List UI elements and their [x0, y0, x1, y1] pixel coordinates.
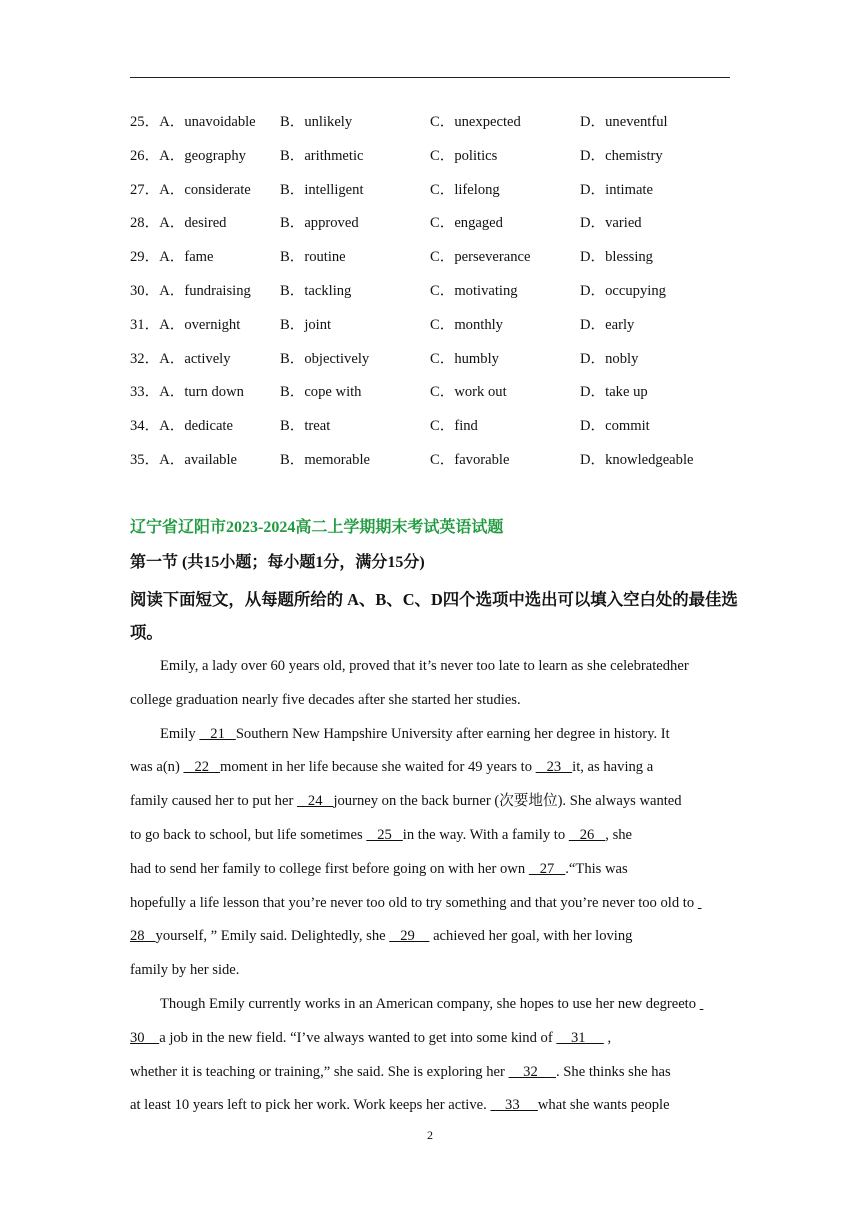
passage-line — [130, 1056, 730, 1090]
option-d: D．chemistry — [580, 147, 663, 164]
cloze-passage — [130, 650, 730, 1123]
option-d: D．nobly — [580, 350, 639, 367]
option-a: A．fundraising — [159, 282, 251, 299]
option-a: A．overnight — [159, 316, 241, 333]
passage-text: Though Emily currently works in an American company, she hopes to use her new degreeto — [160, 995, 700, 1012]
option-c: C．humbly — [430, 350, 499, 367]
blank-21: 21 — [199, 725, 236, 742]
option-row-31 — [130, 313, 730, 347]
option-c: C．monthly — [430, 316, 503, 333]
option-row-30 — [130, 279, 730, 313]
option-row-32 — [130, 347, 730, 381]
passage-line — [130, 920, 730, 954]
header-rule — [130, 77, 730, 78]
passage-text: , — [603, 1029, 612, 1046]
option-c: C．unexpected — [430, 114, 521, 130]
question-number: 30． — [130, 282, 160, 299]
exam-title: 辽宁省辽阳市2023-2024高二上学期期末考试英语试题 — [130, 519, 504, 536]
passage-text: was a(n) — [130, 759, 184, 776]
question-number: 25． — [130, 114, 160, 130]
option-b: B．approved — [280, 215, 359, 232]
passage-text: to go back to school, but life sometimes — [130, 826, 367, 843]
option-row-28 — [130, 211, 730, 245]
passage-line — [130, 718, 730, 752]
option-b: B．unlikely — [280, 114, 353, 130]
blank-22: 22 — [183, 759, 220, 776]
option-row-27 — [130, 178, 730, 212]
passage-text: moment in her life because she waited for 49 years to — [219, 759, 536, 776]
passage-text: whether it is teaching or training,” she said. She is exploring her — [130, 1063, 509, 1080]
option-a: A．actively — [159, 350, 231, 367]
option-a: A．geography — [159, 147, 246, 164]
blank-30-start — [700, 996, 704, 1012]
option-b: B．memorable — [280, 451, 370, 468]
passage-text: in the way. With a family to — [402, 826, 569, 843]
blank-31: 31 — [556, 1029, 604, 1046]
section-heading: 第一节 (共15小题；每小题1分，满分15分) — [130, 554, 425, 571]
passage-text: , she — [605, 826, 633, 843]
option-b: B．intelligent — [280, 181, 364, 198]
passage-line — [130, 785, 730, 819]
option-c: C．find — [430, 418, 478, 435]
passage-line — [130, 1089, 730, 1123]
option-d: D．take up — [580, 384, 648, 401]
passage-text: yourself, ” Emily said. Delightedly, she — [155, 928, 390, 945]
passage-text: .“This was — [565, 860, 628, 877]
passage-text: journey on the back burner (次要地位). She always wanted — [333, 793, 682, 810]
options-list — [130, 110, 730, 482]
passage-text: . She thinks she has — [555, 1063, 671, 1080]
option-a: A．available — [159, 451, 238, 468]
question-number: 33． — [130, 384, 160, 401]
instructions: 阅读下面短文，从每题所给的 A、B、C、D四个选项中选出可以填入空白处的最佳选项。 — [130, 590, 738, 642]
passage-line — [130, 684, 730, 718]
passage-text: it, as having a — [572, 759, 654, 776]
blank-30: 30 — [130, 1029, 160, 1046]
option-c: C．politics — [430, 147, 498, 164]
question-number: 32． — [130, 350, 160, 367]
blank-25: 25 — [366, 826, 403, 843]
question-number: 34． — [130, 418, 160, 435]
passage-text: family caused her to put her — [130, 793, 297, 810]
passage-text: at least 10 years left to pick her work. Work keeps her active. — [130, 1097, 491, 1114]
passage-text: achieved her goal, with her loving — [429, 928, 633, 945]
option-c: C．engaged — [430, 215, 503, 232]
option-c: C．favorable — [430, 451, 510, 468]
option-d: D．intimate — [580, 181, 653, 198]
blank-28: 28 — [130, 928, 156, 945]
option-c: C．lifelong — [430, 181, 500, 198]
option-row-35 — [130, 448, 730, 482]
blank-27: 27 — [528, 860, 566, 877]
option-a: A．turn down — [159, 384, 244, 401]
option-b: B．routine — [280, 249, 346, 266]
passage-text: what she wants people — [537, 1097, 670, 1114]
passage-text: Emily — [160, 725, 200, 742]
passage-line — [130, 819, 730, 853]
option-b: B．objectively — [280, 350, 370, 367]
passage-line — [130, 1022, 730, 1056]
option-c: C．work out — [430, 384, 507, 401]
option-a: A．fame — [159, 249, 214, 266]
question-number: 27． — [130, 181, 160, 198]
blank-23: 23 — [535, 759, 573, 776]
option-d: D．commit — [580, 418, 650, 435]
blank-28-start — [698, 895, 702, 911]
passage-text: Emily, a lady over 60 years old, proved that it’s never too late to learn as she celebratedher — [160, 658, 689, 674]
option-a: A．considerate — [159, 181, 251, 198]
question-number: 35． — [130, 451, 160, 468]
question-number: 26． — [130, 147, 160, 164]
option-c: C．perseverance — [430, 249, 531, 266]
option-d: D．blessing — [580, 249, 653, 266]
passage-line — [130, 887, 730, 921]
option-row-26 — [130, 144, 730, 178]
passage-line — [130, 954, 730, 988]
passage-text: had to send her family to college first before going on with her own — [130, 860, 529, 877]
blank-24: 24 — [296, 793, 334, 810]
passage-text: hopefully a life lesson that you’re never too old to try something and that you’re never too old to — [130, 894, 698, 911]
blank-33: 33 — [490, 1097, 538, 1114]
passage-text: family by her side. — [130, 962, 240, 979]
option-d: D．knowledgeable — [580, 451, 694, 468]
option-a: A．unavoidable — [159, 114, 256, 130]
option-row-29 — [130, 245, 730, 279]
option-b: B．treat — [280, 418, 331, 435]
question-number: 29． — [130, 249, 160, 266]
option-row-34 — [130, 414, 730, 448]
question-number: 28． — [130, 215, 160, 232]
option-d: D．varied — [580, 215, 642, 232]
option-b: B．cope with — [280, 384, 362, 401]
passage-text: college graduation nearly five decades after she started her studies. — [130, 691, 521, 708]
page-number: 2 — [427, 1128, 433, 1142]
question-number: 31． — [130, 316, 160, 333]
blank-29: 29 — [389, 928, 430, 945]
option-a: A．dedicate — [159, 418, 233, 435]
option-c: C．motivating — [430, 282, 518, 299]
passage-text: Southern New Hampshire University after earning her degree in history. It — [235, 725, 670, 742]
option-row-33 — [130, 380, 730, 414]
option-b: B．joint — [280, 316, 332, 333]
option-a: A．desired — [159, 215, 227, 232]
option-b: B．tackling — [280, 282, 352, 299]
blank-26: 26 — [568, 826, 606, 843]
option-d: D．uneventful — [580, 114, 668, 130]
option-row-25 — [130, 110, 730, 144]
passage-line — [130, 751, 730, 785]
option-b: B．arithmetic — [280, 147, 364, 164]
blank-32: 32 — [508, 1063, 556, 1080]
passage-line — [130, 988, 730, 1022]
option-d: D．occupying — [580, 282, 666, 299]
passage-line — [130, 650, 730, 684]
passage-text: a job in the new field. “I’ve always wanted to get into some kind of — [159, 1029, 557, 1046]
passage-line — [130, 853, 730, 887]
option-d: D．early — [580, 316, 635, 333]
